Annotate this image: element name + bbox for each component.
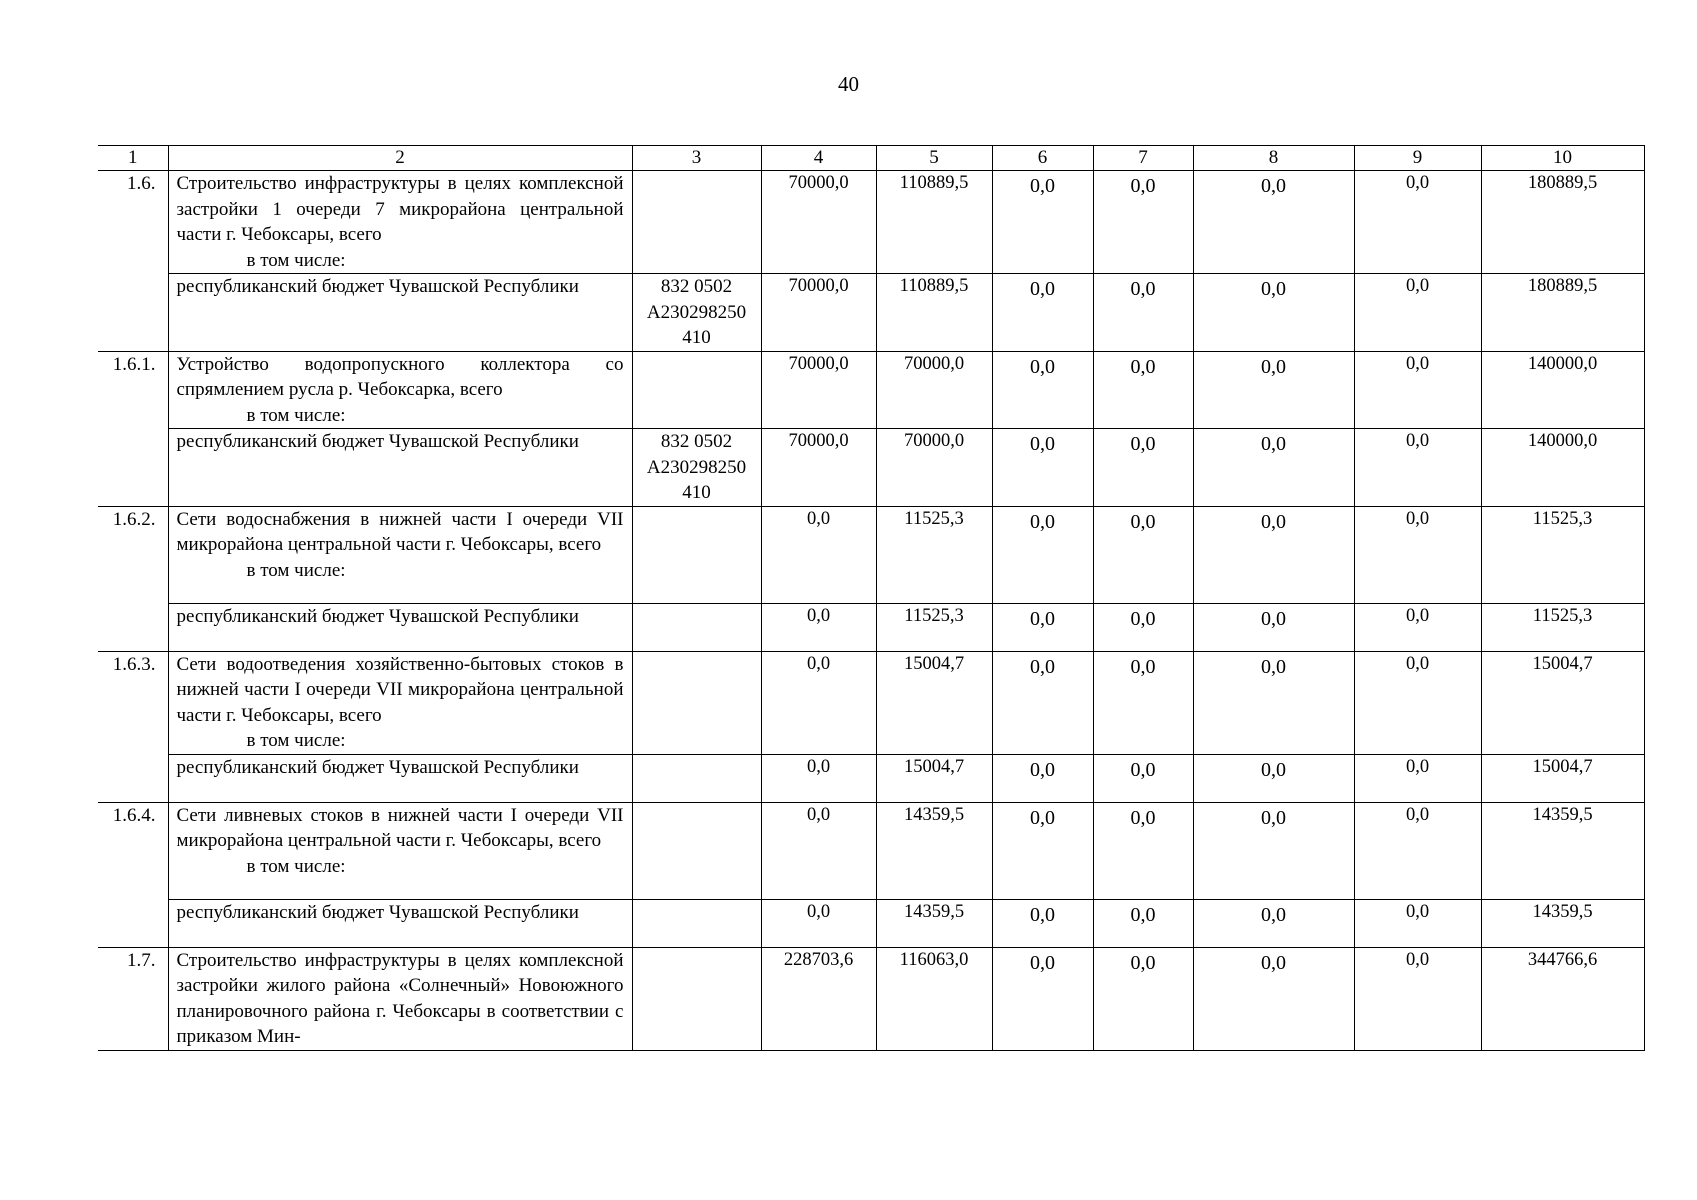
column-header: 10 [1481, 146, 1644, 171]
value-v8: 0,0 [1193, 171, 1354, 274]
table-row [98, 603, 1644, 651]
table-row [98, 899, 1644, 947]
budget-code [632, 171, 761, 274]
value-v4: 70000,0 [761, 274, 876, 352]
value-v9: 0,0 [1354, 947, 1481, 1050]
budget-code-line: 832 0502 [660, 276, 733, 297]
value-v6: 0,0 [992, 651, 1093, 754]
item-number: 1.6.2. [98, 506, 168, 603]
value-v5: 116063,0 [876, 947, 992, 1050]
value-v4: 0,0 [761, 603, 876, 651]
value-v5: 15004,7 [876, 754, 992, 802]
value-v9: 0,0 [1354, 899, 1481, 947]
item-description [168, 351, 632, 429]
budget-code-line: 410 [682, 482, 711, 503]
item-number: 1.6. [98, 171, 168, 274]
value-v8: 0,0 [1193, 802, 1354, 899]
item-description [168, 802, 632, 899]
value-v6: 0,0 [992, 506, 1093, 603]
table-row [98, 429, 1644, 507]
value-v6: 0,0 [992, 171, 1093, 274]
item-description-text: Сети ливневых стоков в нижней части I очереди VII микрорайона центральной части г. Чебоксары, всего [176, 804, 624, 851]
budget-code [632, 506, 761, 603]
value-v10: 14359,5 [1481, 802, 1644, 899]
value-v6: 0,0 [992, 429, 1093, 507]
column-header: 9 [1354, 146, 1481, 171]
item-description [168, 506, 632, 603]
value-v9: 0,0 [1354, 603, 1481, 651]
value-v10: 15004,7 [1481, 754, 1644, 802]
table-row [98, 506, 1644, 603]
item-description-text: Сети водоотведения хозяйственно-бытовых стоков в нижней части I очереди VII микрорайона центральной части г. Чебоксары, всего [176, 653, 624, 726]
value-v7: 0,0 [1093, 947, 1193, 1050]
item-number-empty [98, 274, 168, 352]
including-note: в том числе: [246, 249, 346, 271]
value-v5: 110889,5 [876, 274, 992, 352]
value-v4: 70000,0 [761, 429, 876, 507]
including-note: в том числе: [246, 559, 346, 581]
value-v4: 70000,0 [761, 171, 876, 274]
value-v7: 0,0 [1093, 171, 1193, 274]
budget-code-line: 410 [682, 327, 711, 348]
value-v7: 0,0 [1093, 802, 1193, 899]
value-v10: 11525,3 [1481, 603, 1644, 651]
column-header: 8 [1193, 146, 1354, 171]
value-v6: 0,0 [992, 947, 1093, 1050]
value-v8: 0,0 [1193, 429, 1354, 507]
including-note: в том числе: [246, 404, 346, 426]
budget-table [98, 145, 1645, 1051]
item-number-empty [98, 899, 168, 947]
value-v7: 0,0 [1093, 274, 1193, 352]
value-v9: 0,0 [1354, 802, 1481, 899]
value-v4: 70000,0 [761, 351, 876, 429]
value-v8: 0,0 [1193, 754, 1354, 802]
item-description-text: Сети водоснабжения в нижней части I очереди VII микрорайона центральной части г. Чебоксары, всего [176, 508, 624, 555]
column-header: 1 [98, 146, 168, 171]
budget-code [632, 429, 761, 507]
value-v4: 0,0 [761, 899, 876, 947]
budget-code [632, 351, 761, 429]
budget-code [632, 947, 761, 1050]
value-v10: 140000,0 [1481, 351, 1644, 429]
value-v5: 15004,7 [876, 651, 992, 754]
column-header: 3 [632, 146, 761, 171]
value-v5: 70000,0 [876, 351, 992, 429]
value-v9: 0,0 [1354, 754, 1481, 802]
value-v10: 14359,5 [1481, 899, 1644, 947]
value-v5: 14359,5 [876, 899, 992, 947]
item-description: Строительство инфраструктуры в целях комплексной застройки жилого района «Солнечный» Новоюжного планировочного района г. Чебоксары в соответствии с приказом Мин- [168, 947, 632, 1050]
value-v8: 0,0 [1193, 947, 1354, 1050]
item-number: 1.6.4. [98, 802, 168, 899]
item-number-empty [98, 603, 168, 651]
budget-code [632, 802, 761, 899]
value-v10: 180889,5 [1481, 171, 1644, 274]
funding-source: республиканский бюджет Чувашской Республики [168, 754, 632, 802]
value-v5: 11525,3 [876, 506, 992, 603]
value-v7: 0,0 [1093, 603, 1193, 651]
value-v10: 11525,3 [1481, 506, 1644, 603]
item-number: 1.6.1. [98, 351, 168, 429]
table-row [98, 802, 1644, 899]
table-row [98, 351, 1644, 429]
value-v7: 0,0 [1093, 899, 1193, 947]
item-description [168, 171, 632, 274]
item-description-text: Строительство инфраструктуры в целях комплексной застройки 1 очереди 7 микрорайона центральной части г. Чебоксары, всего [176, 173, 624, 245]
budget-code-line: А230298250 [646, 301, 747, 323]
value-v10: 180889,5 [1481, 274, 1644, 352]
value-v4: 0,0 [761, 651, 876, 754]
value-v8: 0,0 [1193, 274, 1354, 352]
table-row [98, 754, 1644, 802]
value-v7: 0,0 [1093, 754, 1193, 802]
table-row [98, 947, 1644, 1050]
item-number-empty [98, 754, 168, 802]
value-v6: 0,0 [992, 802, 1093, 899]
value-v6: 0,0 [992, 274, 1093, 352]
value-v9: 0,0 [1354, 171, 1481, 274]
column-header: 7 [1093, 146, 1193, 171]
table-row [98, 171, 1644, 274]
budget-code [632, 899, 761, 947]
budget-code [632, 274, 761, 352]
item-number: 1.6.3. [98, 651, 168, 754]
value-v6: 0,0 [992, 899, 1093, 947]
column-header: 5 [876, 146, 992, 171]
value-v10: 140000,0 [1481, 429, 1644, 507]
column-header: 4 [761, 146, 876, 171]
item-number-empty [98, 429, 168, 507]
budget-code-line: А230298250 [646, 456, 747, 478]
value-v5: 11525,3 [876, 603, 992, 651]
value-v6: 0,0 [992, 351, 1093, 429]
including-note: в том числе: [246, 855, 346, 877]
including-note: в том числе: [246, 730, 346, 751]
item-description [168, 651, 632, 754]
column-header: 2 [168, 146, 632, 171]
funding-source: республиканский бюджет Чувашской Республики [168, 899, 632, 947]
value-v8: 0,0 [1193, 651, 1354, 754]
funding-source: республиканский бюджет Чувашской Республики [168, 429, 632, 507]
page-number: 40 [838, 72, 859, 96]
value-v4: 0,0 [761, 506, 876, 603]
budget-code [632, 651, 761, 754]
column-header-row [98, 146, 1644, 171]
funding-source: республиканский бюджет Чувашской Республики [168, 603, 632, 651]
budget-code [632, 603, 761, 651]
table-row [98, 274, 1644, 352]
value-v4: 0,0 [761, 754, 876, 802]
item-number: 1.7. [98, 947, 168, 1050]
value-v9: 0,0 [1354, 429, 1481, 507]
budget-code [632, 754, 761, 802]
value-v5: 110889,5 [876, 171, 992, 274]
value-v9: 0,0 [1354, 651, 1481, 754]
value-v5: 70000,0 [876, 429, 992, 507]
budget-code-line: 832 0502 [660, 431, 733, 452]
value-v6: 0,0 [992, 603, 1093, 651]
value-v7: 0,0 [1093, 506, 1193, 603]
value-v10: 344766,6 [1481, 947, 1644, 1050]
value-v6: 0,0 [992, 754, 1093, 802]
value-v10: 15004,7 [1481, 651, 1644, 754]
value-v7: 0,0 [1093, 429, 1193, 507]
value-v9: 0,0 [1354, 506, 1481, 603]
value-v9: 0,0 [1354, 274, 1481, 352]
table-row [98, 651, 1644, 754]
value-v8: 0,0 [1193, 506, 1354, 603]
value-v7: 0,0 [1093, 651, 1193, 754]
value-v4: 0,0 [761, 802, 876, 899]
value-v8: 0,0 [1193, 351, 1354, 429]
column-header: 6 [992, 146, 1093, 171]
funding-source: республиканский бюджет Чувашской Республики [168, 274, 632, 352]
value-v9: 0,0 [1354, 351, 1481, 429]
value-v5: 14359,5 [876, 802, 992, 899]
value-v8: 0,0 [1193, 899, 1354, 947]
value-v7: 0,0 [1093, 351, 1193, 429]
value-v8: 0,0 [1193, 603, 1354, 651]
value-v4: 228703,6 [761, 947, 876, 1050]
item-description-text: Устройство водопропускного коллектора со спрямлением русла р. Чебоксарка, всего [176, 353, 624, 400]
